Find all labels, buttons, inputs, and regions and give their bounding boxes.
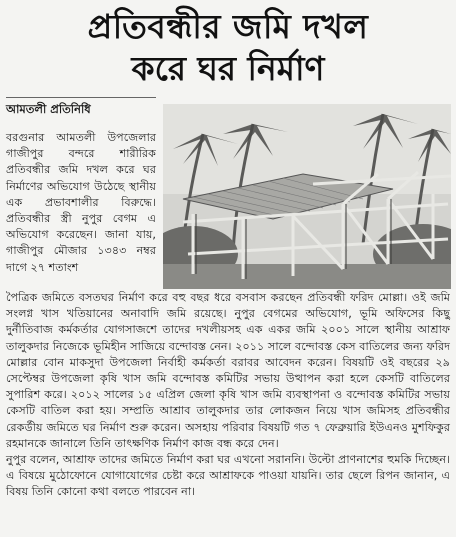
headline-line-2: করে ঘর নির্মাণ: [131, 49, 325, 88]
article-body: [6, 290, 450, 501]
headline: [0, 6, 456, 90]
headline-line-1: প্রতিবন্ধীর জমি দখল: [87, 7, 369, 46]
news-photo: [163, 104, 451, 289]
byline-rule: [6, 97, 156, 98]
body-paragraph-2: নুপুর বলেন, আশ্রাফ তাদের জমিতে নির্মাণ করা ঘর এখনো সরাননি। উল্টো প্রাণনাশের হুমকি দিচ্ছেন। এ বিষয়ে মুঠোফোনে যোগাযোগের চেষ্টা করে আশ্রাফকে পাওয়া যায়নি। তার ছেলে রিপন জানান, এ বিষয় তিনি কোনো কথা বলতে পারবেন না।: [6, 453, 450, 499]
lead-paragraph: বরগুনার আমতলী উপজেলার গাজীপুর বন্দরে শারীরিক প্রতিবন্ধীর জমি দখল করে ঘর নির্মাণের অভিযোগ উঠেছে স্থানীয় এক প্রভাবশালীর বিরুদ্ধে। প্রতিবন্ধীর স্ত্রী নুপুর বেগম এ অভিযোগ করেছেন। জানা যায়, গাজীপুর মৌজার ১৩৪৩ নম্বর দাগে ২৭ শতাংশ: [6, 131, 156, 274]
body-paragraph-1: পৈত্রিক জমিতে বসতঘর নির্মাণ করে বহু বছর ধরে বসবাস করছেন প্রতিবন্ধী ফরিদ মোল্লা। ওই জমি সংলগ্ন খাস খতিয়ানের অনাবাদি জমি রয়েছে। নুপুর বেগমের অভিযোগ, ভূমি অফিসের কিছু দুর্নীতিবাজ কর্মকর্তার যোগসাজশে তাদের দখলীয়সহ এক একর জমি ২০০১ সালে স্থানীয় আশ্রাফ তালুকদার নিজেকে ভূমিহীন সাজিয়ে বন্দোবস্ত নেন। ২০১১ সালে বন্দোবস্ত কেস বাতিলের জন্য ফরিদ মোল্লার বোন মাকসুদা উপজেলা নির্বাহী কর্মকর্তা বরাবর আবেদন করেন। বিষয়টি ওই বছরের ২৯ সেপ্টেম্বর উপজেলা কৃষি খাস জমি বন্দোবস্ত কমিটির সভায় উত্থাপন করা হলে কেসটি বাতিলের সুপারিশ করে। ২০১২ সালের ১৫ এপ্রিল জেলা কৃষি খাস জমি ব্যবস্থাপনা ও বন্দোবস্ত কমিটির সভায় কেসটি বাতিল করা হয়। সম্প্রতি আশ্রাব তালুকদার তার লোকজন নিয়ে খাস জমিসহ প্রতিবন্ধীর রেকর্ডীয় জমিতে ঘর নির্মাণ শুরু করেন। অসহায় পরিবার বিষয়টি গত ৭ ফেব্রুয়ারি ইউএনও মুশফিকুর রহমানকে জানালে তিনি তাৎক্ষণিক নির্মাণ কাজ বন্ধ করে দেন।: [6, 291, 450, 450]
byline: আমতলী প্রতিনিধি: [6, 102, 91, 116]
house-frame-photo-icon: [163, 104, 451, 289]
